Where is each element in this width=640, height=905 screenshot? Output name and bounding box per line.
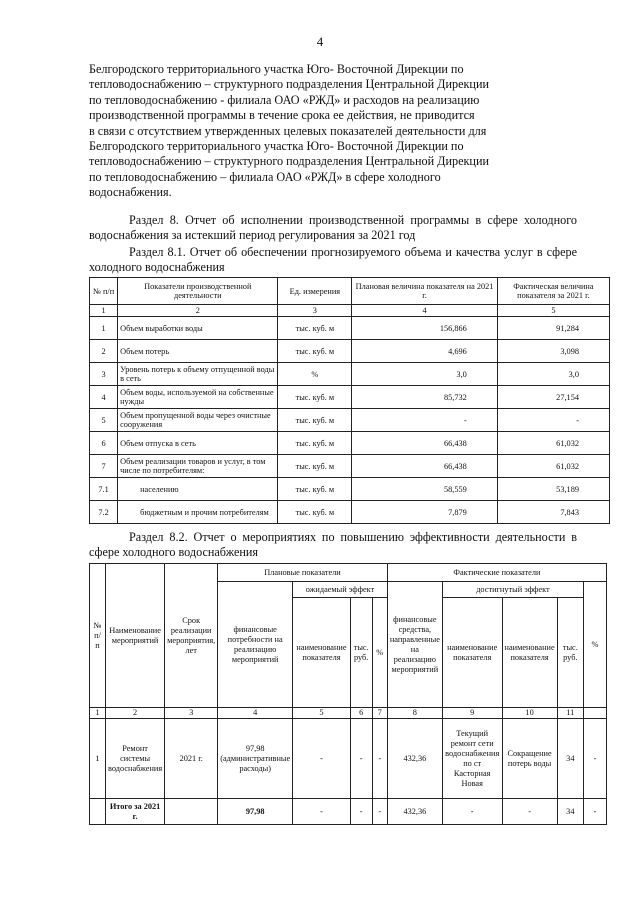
- cell: 432,36: [387, 799, 442, 825]
- cell: -: [584, 799, 607, 825]
- cell: тыс. куб. м: [278, 317, 352, 340]
- cell: 61,032: [497, 455, 609, 478]
- cell: 7,879: [352, 501, 498, 524]
- cell: -: [293, 799, 351, 825]
- cell: -: [372, 799, 387, 825]
- cell: -: [350, 719, 372, 799]
- cell: 34: [557, 719, 583, 799]
- cell: 27,154: [497, 386, 609, 409]
- header-cell: тыс. руб.: [557, 598, 583, 708]
- header-cell: тыс. руб.: [350, 598, 372, 708]
- table-row: [90, 719, 607, 799]
- index-cell: 10: [502, 708, 557, 719]
- cell: 7: [90, 455, 118, 478]
- section-8-heading: Раздел 8. Отчет об исполнении производственной программы в сфере холодного водоснабжения за истекший период регулирования за 2021 год: [89, 213, 577, 243]
- production-volume-table: [89, 277, 610, 524]
- cell: тыс. куб. м: [278, 386, 352, 409]
- cell: тыс. куб. м: [278, 478, 352, 501]
- table-row: [90, 455, 610, 478]
- index-cell: 4: [218, 708, 293, 719]
- cell: 91,284: [497, 317, 609, 340]
- intro-line: тепловодоснабжению – структурного подразделения Центральной Дирекции: [89, 154, 489, 169]
- cell: Объем потерь: [118, 340, 278, 363]
- cell: -: [352, 409, 498, 432]
- index-cell: 2: [106, 708, 165, 719]
- cell: 2021 г.: [165, 719, 218, 799]
- header-cell: Наименование мероприятий: [106, 564, 165, 708]
- header-cell: наименование показателя: [293, 598, 351, 708]
- cell: 1: [90, 317, 118, 340]
- intro-line: Белгородского территориального участка Юго- Восточной Дирекции по: [89, 139, 464, 154]
- header-cell: %: [584, 582, 607, 708]
- index-cell: [584, 708, 607, 719]
- header-cell: Фактическая величина показателя за 2021 г.: [497, 278, 609, 305]
- cell: 7.1: [90, 478, 118, 501]
- section-8-1-heading: Раздел 8.1. Отчет об обеспечении прогнозируемого объема и качества услуг в сфере холодного водоснабжения: [89, 245, 577, 275]
- header-cell: Фактические показатели: [387, 564, 606, 582]
- cell: 3: [90, 363, 118, 386]
- cell: -: [372, 719, 387, 799]
- table-header-row: [90, 564, 607, 582]
- cell: 7.2: [90, 501, 118, 524]
- cell: 4,696: [352, 340, 498, 363]
- header-cell: Плановые показатели: [218, 564, 388, 582]
- header-cell: наименование показателя: [442, 598, 502, 708]
- index-cell: 6: [350, 708, 372, 719]
- index-cell: 2: [118, 305, 278, 317]
- cell: 53,189: [497, 478, 609, 501]
- cell: 1: [90, 719, 106, 799]
- cell: 97,98 (административные расходы): [218, 719, 293, 799]
- header-cell: финансовые потребности на реализацию мероприятий: [218, 582, 293, 708]
- intro-line: водоснабжения.: [89, 185, 172, 200]
- header-cell: %: [372, 598, 387, 708]
- cell: тыс. куб. м: [278, 409, 352, 432]
- cell: тыс. куб. м: [278, 501, 352, 524]
- table-row: [90, 340, 610, 363]
- cell: %: [278, 363, 352, 386]
- index-cell: 1: [90, 305, 118, 317]
- cell: 3,0: [352, 363, 498, 386]
- cell: -: [584, 719, 607, 799]
- cell: 4: [90, 386, 118, 409]
- cell: 61,032: [497, 432, 609, 455]
- header-cell: наименование показателя: [502, 598, 557, 708]
- header-cell: Ед. измерения: [278, 278, 352, 305]
- header-cell: № п/п: [90, 564, 106, 708]
- cell: Объем реализации товаров и услуг, в том числе по потребителям:: [118, 455, 278, 478]
- cell: 2: [90, 340, 118, 363]
- index-cell: 1: [90, 708, 106, 719]
- column-index-row: [90, 708, 607, 719]
- cell: 3,0: [497, 363, 609, 386]
- cell: 3,098: [497, 340, 609, 363]
- cell: Итого за 2021 г.: [106, 799, 165, 825]
- cell: тыс. куб. м: [278, 340, 352, 363]
- index-cell: 9: [442, 708, 502, 719]
- efficiency-measures-table: [89, 563, 607, 825]
- cell: тыс. куб. м: [278, 455, 352, 478]
- index-cell: 5: [293, 708, 351, 719]
- cell: [90, 799, 106, 825]
- intro-line: Белгородского территориального участка Юго- Восточной Дирекции по: [89, 62, 464, 76]
- table-row: [90, 501, 610, 524]
- cell: 58,559: [352, 478, 498, 501]
- table-header-row: [90, 278, 610, 305]
- intro-line: в связи с отсутствием утвержденных целевых показателей деятельности для: [89, 123, 487, 138]
- cell: 5: [90, 409, 118, 432]
- index-cell: 3: [165, 708, 218, 719]
- index-cell: 4: [352, 305, 498, 317]
- cell: 97,98: [218, 799, 293, 825]
- intro-line: по тепловодоснабжению – филиала ОАО «РЖД» в сфере холодного: [89, 169, 441, 184]
- cell: населению: [118, 478, 278, 501]
- index-cell: 7: [372, 708, 387, 719]
- header-cell: № п/п: [90, 278, 118, 305]
- header-cell: ожидаемый эффект: [293, 582, 388, 598]
- index-cell: 3: [278, 305, 352, 317]
- cell: бюджетным и прочим потребителям: [118, 501, 278, 524]
- cell: Ремонт системы водоснабжения: [106, 719, 165, 799]
- table-row: [90, 432, 610, 455]
- table-row: [90, 317, 610, 340]
- cell: 156,866: [352, 317, 498, 340]
- cell: 85,732: [352, 386, 498, 409]
- cell: Объем отпуска в сеть: [118, 432, 278, 455]
- cell: 6: [90, 432, 118, 455]
- cell: тыс. куб. м: [278, 432, 352, 455]
- cell: Объем пропущенной воды через очистные сооружения: [118, 409, 278, 432]
- index-cell: 8: [387, 708, 442, 719]
- page-number: 4: [316, 34, 324, 49]
- cell: -: [502, 799, 557, 825]
- cell: 66,438: [352, 455, 498, 478]
- cell: Текущий ремонт сети водоснабжения по ст Касторная Новая: [442, 719, 502, 799]
- intro-paragraph: [89, 62, 577, 201]
- table-row: [90, 363, 610, 386]
- table-row: [90, 409, 610, 432]
- index-cell: 11: [557, 708, 583, 719]
- intro-line: по тепловодоснабжению - филиала ОАО «РЖД» и расходов на реализацию: [89, 92, 480, 107]
- intro-line: производственной программы в течение срока ее действия, не приводится: [89, 108, 475, 123]
- header-cell: достигнутый эффект: [442, 582, 583, 598]
- cell: Объем воды, используемой на собственные нужды: [118, 386, 278, 409]
- header-cell: финансовые средства, направленные на реализацию мероприятий: [387, 582, 442, 708]
- cell: -: [442, 799, 502, 825]
- total-row: [90, 799, 607, 825]
- header-cell: Срок реализации мероприятия, лет: [165, 564, 218, 708]
- cell: Уровень потерь к объему отпущенной воды в сеть: [118, 363, 278, 386]
- intro-line: тепловодоснабжению – структурного подразделения Центральной Дирекции: [89, 77, 489, 92]
- cell: Объем выработки воды: [118, 317, 278, 340]
- cell: 7,843: [497, 501, 609, 524]
- cell: -: [350, 799, 372, 825]
- table-row: [90, 386, 610, 409]
- header-cell: Плановая величина показателя на 2021 г.: [352, 278, 498, 305]
- header-cell: Показатели производственной деятельности: [118, 278, 278, 305]
- cell: 34: [557, 799, 583, 825]
- cell: Сокращение потерь воды: [502, 719, 557, 799]
- cell: 432,36: [387, 719, 442, 799]
- column-index-row: [90, 305, 610, 317]
- table-row: [90, 478, 610, 501]
- section-8-2-heading: Раздел 8.2. Отчет о мероприятиях по повышению эффективности деятельности в сфере холодного водоснабжения: [89, 530, 577, 560]
- cell: -: [293, 719, 351, 799]
- cell: [165, 799, 218, 825]
- index-cell: 5: [497, 305, 609, 317]
- cell: -: [497, 409, 609, 432]
- cell: 66,438: [352, 432, 498, 455]
